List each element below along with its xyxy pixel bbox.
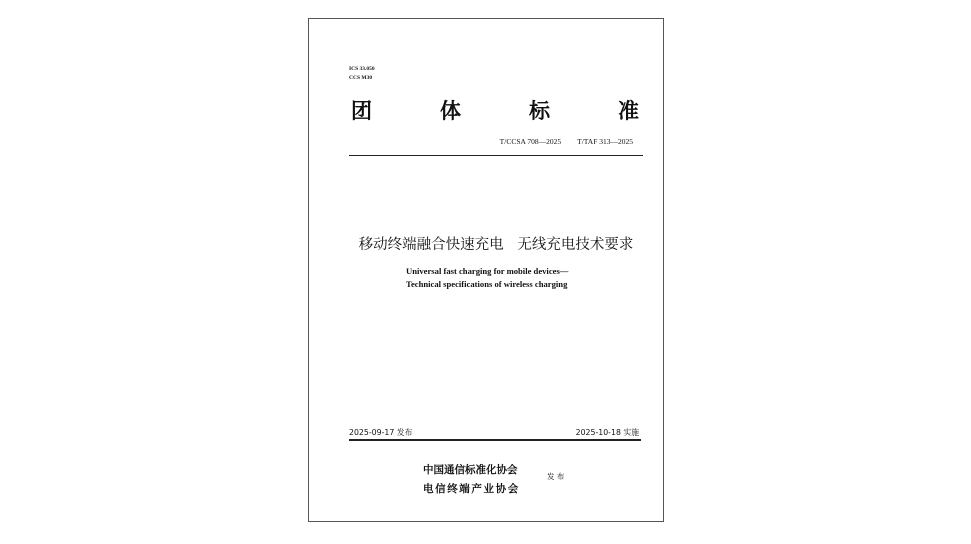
- header-divider: [349, 155, 643, 156]
- standard-number-ccsa: T/CCSA 708—2025: [499, 137, 562, 146]
- release-date: 2025-09-17 发布: [349, 428, 413, 437]
- english-title-line: Universal fast charging for mobile devices—: [406, 266, 569, 276]
- standard-type-char: 准: [618, 99, 639, 123]
- publisher-list: [423, 461, 520, 499]
- standard-type-char: 团: [351, 99, 372, 123]
- ccs-code: CCS M30: [349, 75, 373, 81]
- implementation-date: 2025-10-18 实施: [575, 428, 639, 437]
- english-title-line: Technical specifications of wireless charging: [406, 279, 568, 289]
- standard-number-taf: T/TAF 313—2025: [577, 137, 633, 146]
- standard-type-heading: [351, 101, 639, 122]
- standard-numbers: [500, 137, 633, 146]
- document-page: [308, 18, 664, 522]
- footer-divider: [349, 439, 641, 441]
- publisher-name: 电信终端产业协会: [423, 483, 520, 495]
- standard-type-char: 标: [529, 99, 550, 123]
- publish-label: 发 布: [547, 472, 565, 481]
- publisher-name: 中国通信标准化协会: [423, 464, 518, 476]
- english-title: [406, 265, 568, 291]
- ics-code: ICS 33.050: [349, 66, 375, 72]
- chinese-title: 移动终端融合快速充电 无线充电技术要求: [358, 237, 634, 253]
- standard-type-char: 体: [440, 99, 461, 123]
